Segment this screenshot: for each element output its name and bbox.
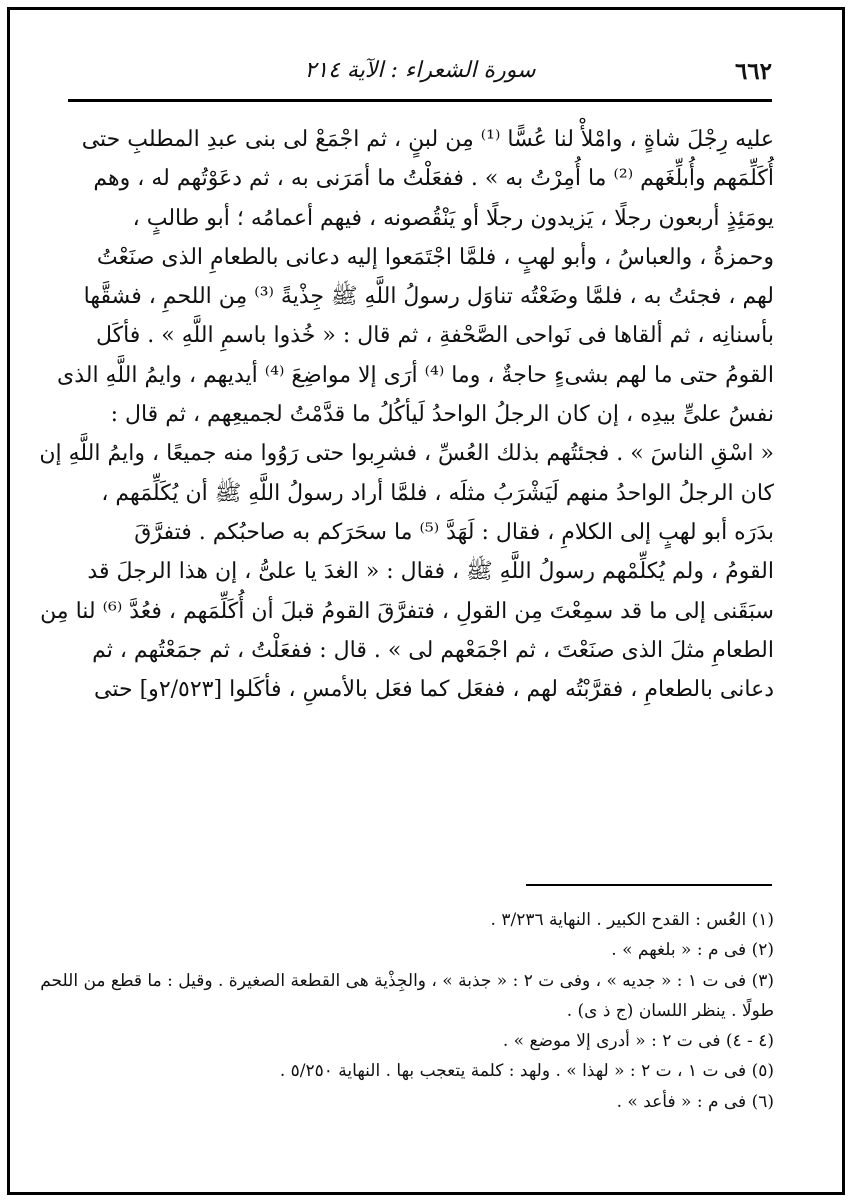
footnote: (٤ - ٤) فى ت ٢ : « أدرى إلا موضع » . <box>502 1031 774 1052</box>
footnote: (٢) فى م : « بلغهم » . <box>611 940 774 961</box>
text-line: القومُ ، ولم يُكلِّمْهم رسولُ اللَّهِ ﷺ ، فقال : « الغدَ يا علىُّ ، إن هذا الرجلَ قد <box>87 559 774 585</box>
footnote: طولًا . ينظر اللسان (ج ذ ى) . <box>566 1000 774 1021</box>
text-line: بدَرَه أبو لهبٍ إلى الكلامِ ، فقال : لَهَدَّ ⁽⁵⁾ ما سحَرَكم به صاحبُكم . فتفرَّقَ <box>134 519 774 545</box>
page-header <box>68 50 772 90</box>
page-number: ٦٦٢ <box>734 58 772 85</box>
text-line: يومَئِذٍ أربعون رجلًا ، يَزيدون رجلًا أو يَنْقُصونه ، فيهم أعمامُه ؛ أبو طالبٍ ، <box>132 205 774 231</box>
footnote-separator <box>526 884 772 886</box>
main-text <box>39 120 774 865</box>
text-line: الطعامِ مثلَ الذى صنَعْتَ ، ثم اجْمَعْهم لى » . قال : ففعَلْتُ ، ثم جمَعْتُهم ، ثم <box>92 637 774 663</box>
running-title: سورة الشعراء : الآية ٢١٤ <box>304 58 536 83</box>
footnote: (٦) فى م : « فأعد » . <box>616 1091 774 1112</box>
footnote: (٥) فى ت ١ ، ت ٢ : « لهذا » . ولهد : كلمة يتعجب بها . النهاية ٥/٢٥٠ . <box>279 1061 774 1082</box>
text-line: « اسْقِ الناسَ » . فجئتُهم بذلك العُسِّ ، فشرِبوا حتى رَوُوا منه جميعًا ، وايمُ اللَّهِ إن <box>39 441 774 467</box>
text-line: كان الرجلُ الواحدُ منهم لَيَشْرَبُ مثلَه ، فلمَّا أراد رسولُ اللَّهِ ﷺ أن يُكَلِّمَهم ، <box>101 480 774 506</box>
text-line: وحمزةُ ، والعباسُ ، وأبو لهبٍ ، فلمَّا اجْتَمَعوا إليه دعانى بالطعامِ الذى صنَعْتُ <box>96 244 774 270</box>
header-rule <box>68 99 772 102</box>
text-line: لهم ، فجئتُ به ، فلمَّا وضَعْتُه تناوَل رسولُ اللَّهِ ﷺ جِذْيةً ⁽³⁾ مِن اللحمِ ، فشقَّها <box>83 284 774 310</box>
text-line: دعانى بالطعامِ ، فقرَّبْتُه لهم ، ففعَل كما فعَل بالأمسِ ، فأكَلوا [٢/٥٢٣و] حتى <box>94 677 774 703</box>
text-line: بأسنانِه ، ثم ألقاها فى نَواحى الصَّحْفةِ ، ثم قال : « خُذوا باسمِ اللَّهِ » . فأكَل <box>95 323 774 349</box>
footnotes <box>40 905 774 1145</box>
text-line: نفسُ علىٍّ بيدِه ، إن كان الرجلُ الواحدُ لَيأكُلُ ما قدَّمْتُ لجميعِهم ، ثم قال : <box>110 402 774 428</box>
footnote: (١) العُس : القدح الكبير . النهاية ٣/٢٣٦ . <box>490 910 774 930</box>
text-line: أُكَلِّمَهم وأُبلِّغَهم ⁽²⁾ ما أُمِرْتُ به » . ففعَلْتُ ما أمَرَنى به ، ثم دعَوْتُهم له ، وهم <box>93 166 774 192</box>
text-line: عليه رِجْلَ شاةٍ ، وامْلأْ لنا عُسًّا ⁽¹⁾ مِن لبنٍ ، ثم اجْمَعْ لى بنى عبدِ المطلبِ حتى <box>81 127 774 152</box>
footnote: (٣) فى ت ١ : « جديه » ، وفى ت ٢ : « جذبة » ، والجِذْية هى القطعة الصغيرة . وقيل : ما قطع من اللحم <box>40 970 774 991</box>
text-line: القومُ حتى ما لهم بشىءٍ حاجةٌ ، وما ⁽⁴⁾ أرَى إلا مواضِعَ ⁽⁴⁾ أيديهم ، وايمُ اللَّهِ الذى <box>56 362 774 388</box>
text-line: سبَقَنى إلى ما قد سمِعْتَ مِن القولِ ، فتفرَّقَ القومُ قبلَ أن أُكَلِّمَهم ، فعُدَّ ⁽⁶⁾ لنا مِن <box>40 598 774 624</box>
